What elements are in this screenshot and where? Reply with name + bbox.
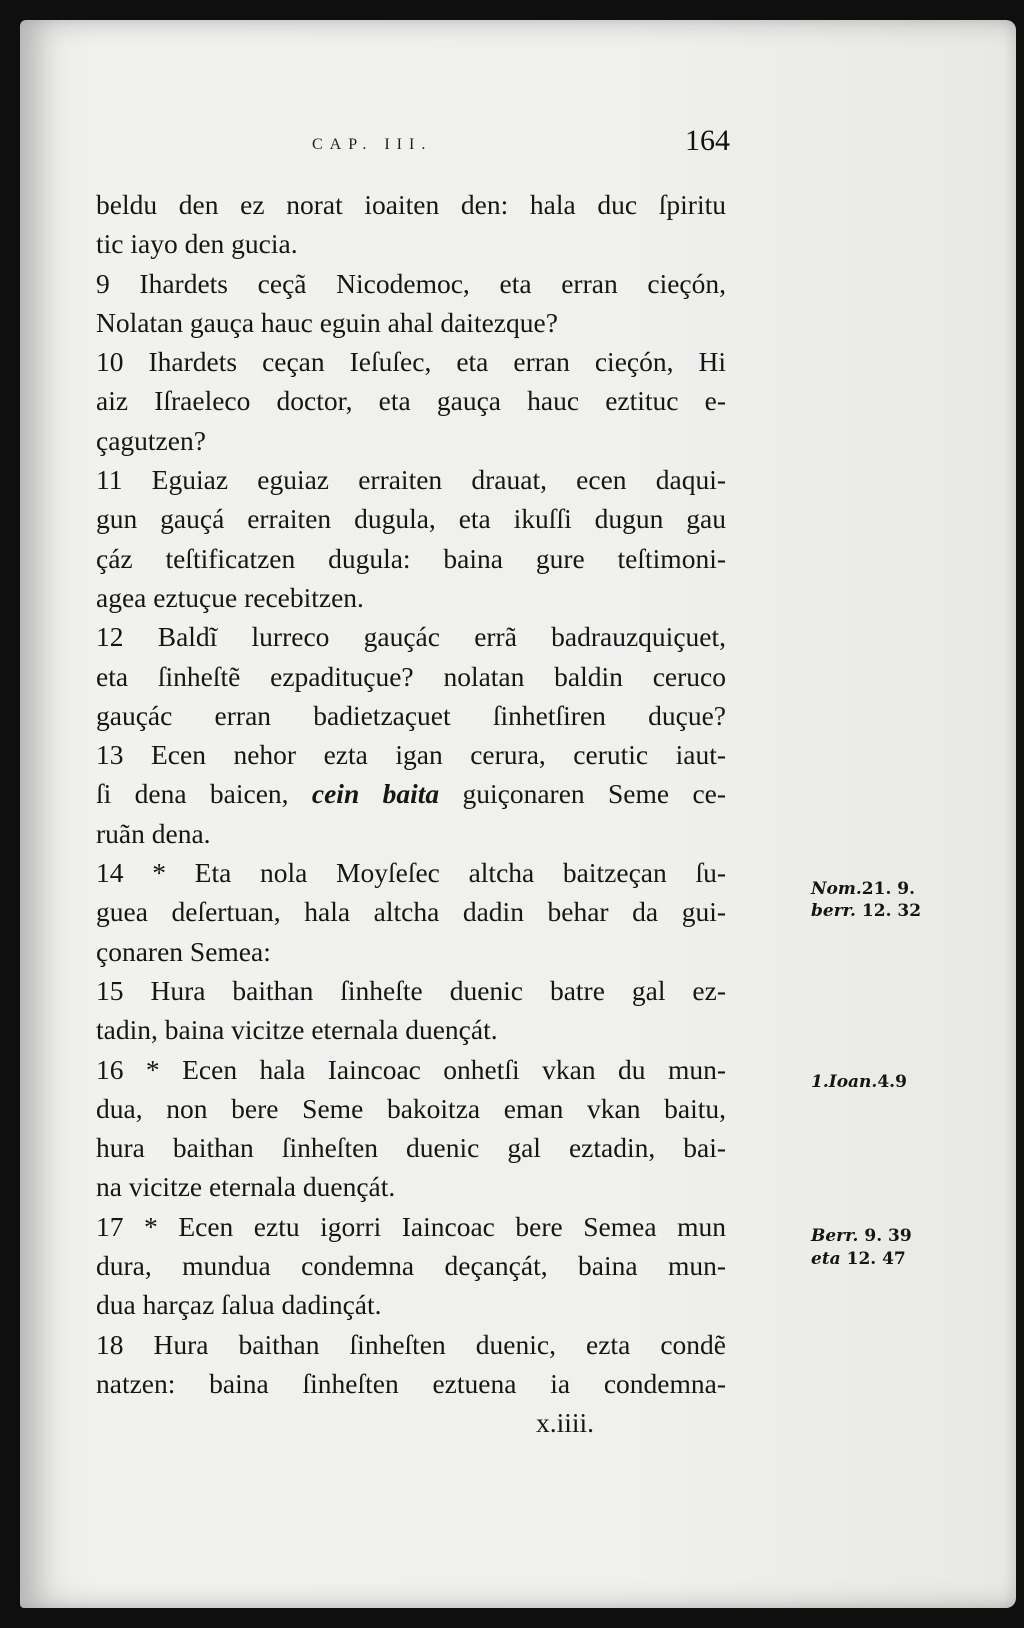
text-line: 12 Baldĩ lurreco gauçác errã badrauzquiçuet, bbox=[96, 621, 726, 653]
text-line: na vicitze eternala duençát. bbox=[96, 1171, 396, 1203]
margin-note bbox=[811, 1247, 906, 1271]
text-line: çáz teſtificatzen dugula: baina gure teſtimoni- bbox=[96, 542, 726, 574]
main-text bbox=[96, 185, 922, 1443]
text-line: gun gauçá erraiten dugula, eta ikuſſi dugun gau bbox=[96, 503, 726, 535]
text-line: 18 Hura baithan ſinheſten duenic, ezta condẽ bbox=[96, 1328, 726, 1360]
text-line: 14 * Eta nola Moyſeſec altcha baitzeçan ſu- bbox=[96, 857, 726, 889]
text-line: tic iayo den gucia. bbox=[96, 228, 298, 260]
note-value: 12. 47 bbox=[846, 1249, 906, 1269]
note-ref: Berr. bbox=[811, 1226, 859, 1246]
text-line: dura, mundua condemna deçançát, baina mun- bbox=[96, 1250, 726, 1282]
book-page bbox=[20, 20, 1016, 1608]
page-header bbox=[290, 124, 730, 164]
note-value: 9. 39 bbox=[864, 1226, 912, 1246]
text-segment: guiçonaren Seme ce- bbox=[462, 778, 727, 810]
text-line: Nolatan gauça hauc eguin ahal daitezque? bbox=[96, 306, 558, 338]
text-line: 15 Hura baithan ſinheſte duenic batre gal ez- bbox=[96, 974, 726, 1006]
text-line: gauçác erran badietzaçuet ſinhetſiren duçue? bbox=[96, 699, 726, 731]
text-line: çagutzen? bbox=[96, 424, 206, 456]
margin-note bbox=[811, 1224, 912, 1248]
note-value: 21. 9. bbox=[861, 879, 916, 899]
text-line: 13 Ecen nehor ezta igan cerura, cerutic iaut- bbox=[96, 739, 726, 771]
signature-mark: x.iiii. bbox=[536, 1407, 595, 1439]
italic-segment: cein baita bbox=[311, 778, 440, 810]
margin-note bbox=[811, 1070, 907, 1094]
running-head: CAP. III. bbox=[312, 136, 433, 153]
text-line-mixed bbox=[96, 774, 726, 813]
text-line: aiz Iſraeleco doctor, eta gauça hauc eztituc e- bbox=[96, 385, 726, 417]
text-line: dua, non bere Seme bakoitza eman vkan baitu, bbox=[96, 1092, 726, 1124]
text-line: guea deſertuan, hala altcha dadin behar da gui- bbox=[96, 896, 726, 928]
text-line: ruãn dena. bbox=[96, 817, 211, 849]
margin-note bbox=[811, 877, 915, 901]
note-value: 4.9 bbox=[877, 1072, 907, 1092]
text-line: eta ſinheſtẽ ezpadituçue? nolatan baldin ceruco bbox=[96, 660, 726, 692]
note-value: 12. 32 bbox=[861, 901, 922, 921]
text-line: dua harçaz ſalua dadinçát. bbox=[96, 1289, 382, 1321]
text-line: natzen: baina ſinheſten eztuena ia condemna- bbox=[96, 1367, 726, 1399]
margin-note bbox=[811, 899, 921, 923]
text-line: hura baithan ſinheſten duenic gal eztadin, bai- bbox=[96, 1132, 726, 1164]
text-line: 17 * Ecen eztu igorri Iaincoac bere Semea mun bbox=[96, 1210, 726, 1242]
text-segment: ſi dena baicen, bbox=[96, 778, 289, 810]
note-ref: Nom. bbox=[811, 879, 862, 899]
note-ref: berr. bbox=[811, 901, 856, 921]
text-line: agea eztuçue recebitzen. bbox=[96, 581, 364, 613]
text-line: çonaren Semea: bbox=[96, 935, 271, 967]
text-line: 11 Eguiaz eguiaz erraiten drauat, ecen daqui- bbox=[96, 464, 726, 496]
page-number: 164 bbox=[685, 124, 730, 157]
text-line: 16 * Ecen hala Iaincoac onhetſi vkan du mun- bbox=[96, 1053, 726, 1085]
text-line: beldu den ez norat ioaiten den: hala duc ſpiritu bbox=[96, 189, 726, 220]
text-line: tadin, baina vicitze eternala duençát. bbox=[96, 1014, 498, 1046]
note-ref: 1.Ioan. bbox=[811, 1072, 878, 1092]
note-ref: eta bbox=[811, 1249, 841, 1269]
text-line: 9 Ihardets ceçã Nicodemoc, eta erran cieçón, bbox=[96, 267, 726, 299]
text-line: 10 Ihardets ceçan Ieſuſec, eta erran cieçón, Hi bbox=[96, 346, 726, 378]
